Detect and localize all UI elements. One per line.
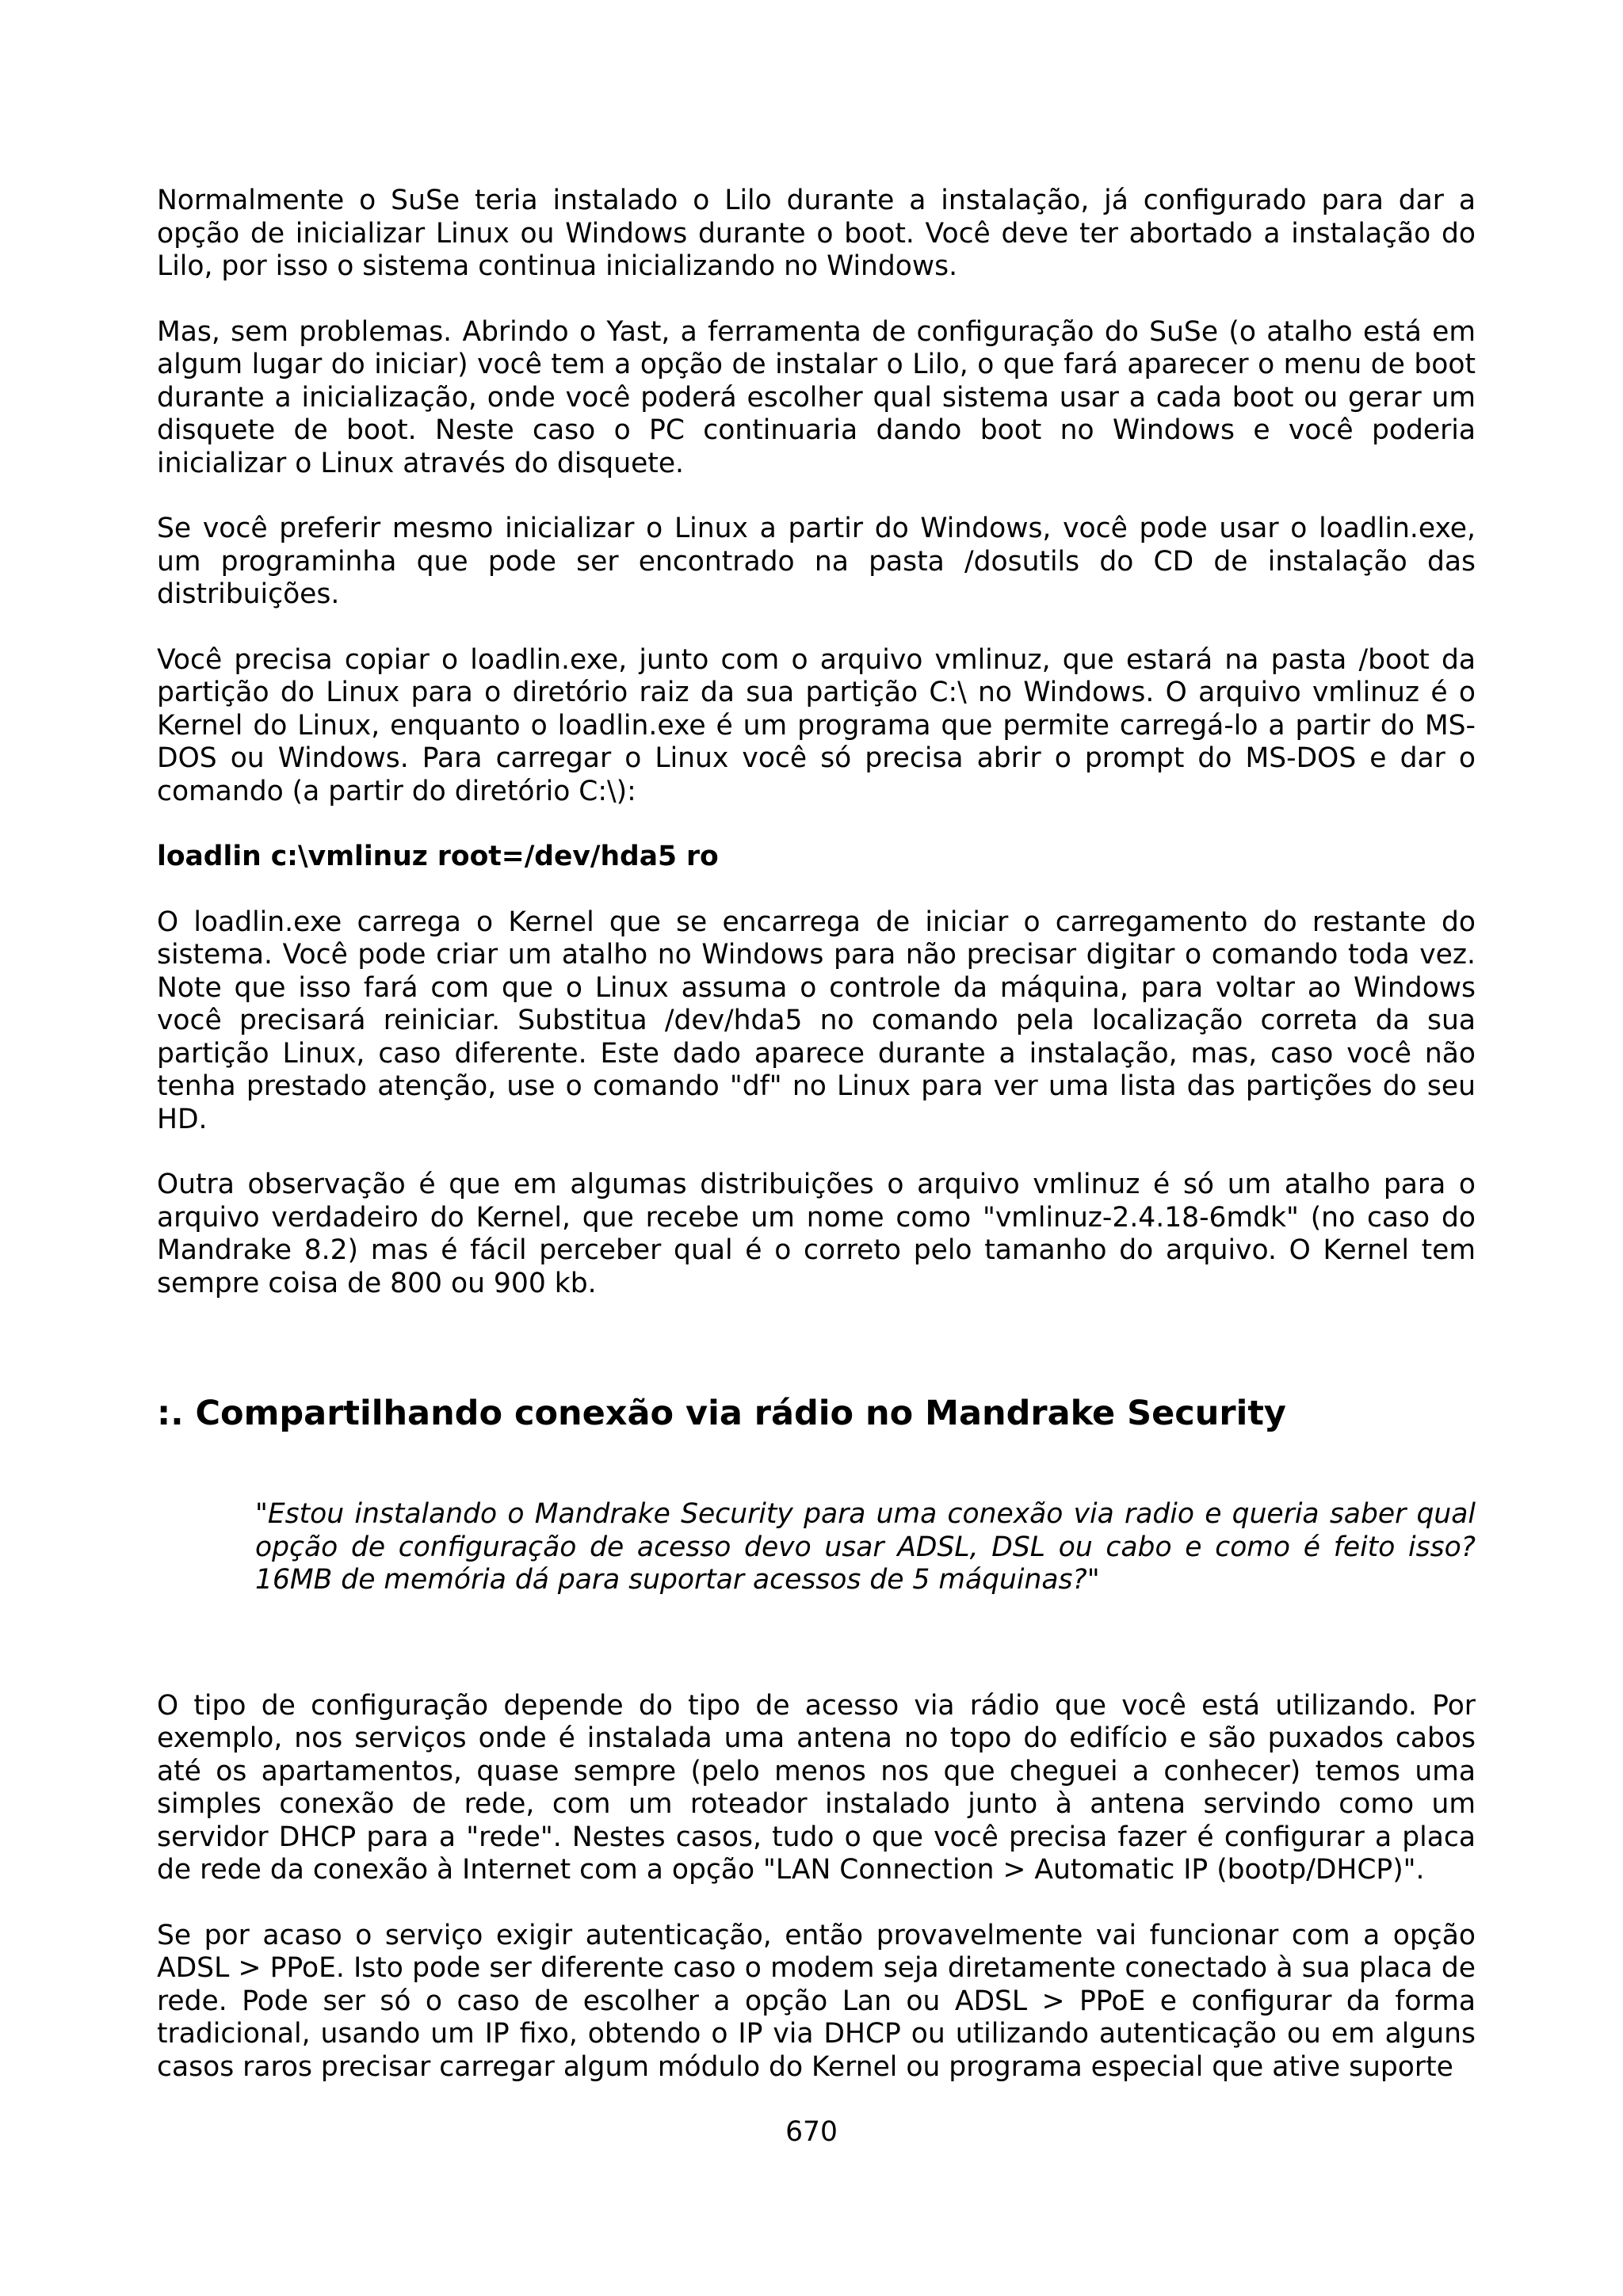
paragraph-lilo-intro: Normalmente o SuSe teria instalado o Lilo durante a instalação, já configurado para dar a opção de inicializar Linux ou Windows durante o boot. Você deve ter abortado a instalação do Lilo, por isso o sistema continua inicializando no Windows. xyxy=(157,185,1476,282)
section-heading: :. Compartilhando conexão via rádio no Mandrake Security xyxy=(157,1394,1286,1433)
page-number: 670 xyxy=(785,2116,838,2148)
paragraph-vmlinuz-note: Outra observação é que em algumas distribuições o arquivo vmlinuz é só um atalho para o arquivo verdadeiro do Kernel, que recebe um nome como "vmlinuz-2.4.18-6mdk" (no caso do Mandrake 8.2) mas é fácil perceber qual é o correto pelo tamanho do arquivo. O Kernel tem sempre coisa de 800 ou 900 kb. xyxy=(157,1169,1476,1299)
paragraph-authentication: Se por acaso o serviço exigir autenticação, então provavelmente vai funcionar com a opção ADSL > PPoE. Isto pode ser diferente caso o modem seja diretamente conectado à sua placa de rede. Pode ser só o caso de escolher a opção Lan ou ADSL > PPoE e configurar da forma tradicional, usando um IP fixo, obtendo o IP via DHCP ou utilizando autenticação ou em alguns casos raros precisar carregar algum módulo do Kernel ou programa especial que ative suporte xyxy=(157,1919,1476,2083)
paragraph-loadlin: Se você preferir mesmo inicializar o Linux a partir do Windows, você pode usar o loadlin.exe, um programinha que pode ser encontrado na pasta /dosutils do CD de instalação das distribuições. xyxy=(157,513,1476,610)
document-page xyxy=(157,185,1476,2116)
paragraph-copy-vmlinuz: Você precisa copiar o loadlin.exe, junto com o arquivo vmlinuz, que estará na pasta /boot da partição do Linux para o diretório raiz da sua partição C:\ no Windows. O arquivo vmlinuz é o Kernel do Linux, enquanto o loadlin.exe é um programa que permite carregá-lo a partir do MS-DOS ou Windows. Para carregar o Linux você só precisa abrir o prompt do MS-DOS e dar o comando (a partir do diretório C:\): xyxy=(157,643,1476,807)
command-line: loadlin c:\vmlinuz root=/dev/hda5 ro xyxy=(157,841,719,872)
paragraph-yast: Mas, sem problemas. Abrindo o Yast, a ferramenta de configuração do SuSe (o atalho está em algum lugar do iniciar) você tem a opção de instalar o Lilo, o que fará aparecer o menu de boot durante a inicialização, onde você poderá escolher qual sistema usar a cada boot ou gerar um disquete de boot. Neste caso o PC continuaria dando boot no Windows e você poderia inicializar o Linux através do disquete. xyxy=(157,315,1476,479)
paragraph-loadlin-explanation: O loadlin.exe carrega o Kernel que se encarrega de iniciar o carregamento do restante do sistema. Você pode criar um atalho no Windows para não precisar digitar o comando toda vez. Note que isso fará com que o Linux assuma o controle da máquina, para voltar ao Windows você precisará reiniciar. Substitua /dev/hda5 no comando pela localização correta da sua partição Linux, caso diferente. Este dado aparece durante a instalação, mas, caso você não tenha prestado atenção, use o comando "df" no Linux para ver uma lista das partições do seu HD. xyxy=(157,906,1476,1135)
reader-question-quote: "Estou instalando o Mandrake Security para uma conexão via radio e queria saber qual opção de configuração de acesso devo usar ADSL, DSL ou cabo e como é feito isso? 16MB de memória dá para suportar acessos de 5 máquinas?" xyxy=(255,1498,1476,1596)
paragraph-radio-config: O tipo de configuração depende do tipo de acesso via rádio que você está utilizando. Por exemplo, nos serviços onde é instalada uma antena no topo do edifício e são puxados cabos até os apartamentos, quase sempre (pelo menos nos que cheguei a conhecer) temos uma simples conexão de rede, com um roteador instalado junto à antena servindo como um servidor DHCP para a "rede". Nestes casos, tudo o que você precisa fazer é configurar a placa de rede da conexão à Internet com a opção "LAN Connection > Automatic IP (bootp/DHCP)". xyxy=(157,1689,1476,1886)
